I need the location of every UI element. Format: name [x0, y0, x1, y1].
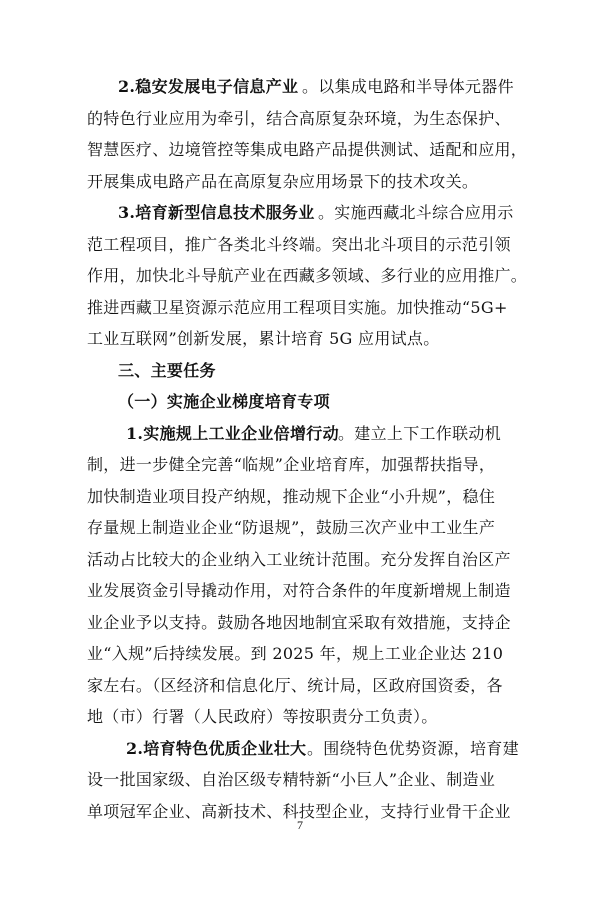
paragraph-4-text: 单项冠军企业、高新技术、科技型企业，支持行业骨干企业 [87, 801, 511, 821]
paragraph-1-line-3 [0, 133, 600, 167]
paragraph-2-text: 范工程项目，推广各类北斗终端。突出北斗项目的示范引领 [87, 234, 511, 254]
paragraph-3-line-4 [0, 511, 600, 545]
paragraph-1-line-2 [0, 102, 600, 136]
paragraph-1-line-4 [0, 165, 600, 199]
paragraph-3-line-3 [0, 480, 600, 514]
paragraph-1-text: 。以集成电路和半导体元器件 [302, 77, 514, 96]
paragraph-2-line-4 [0, 291, 600, 325]
section-heading [0, 354, 600, 388]
paragraph-2-text: 工业互联网”创新发展，累计培育 5G 应用试点。 [87, 329, 440, 348]
paragraph-1-text: 开展集成电路产品在高原复杂应用场景下的技术攻关。 [87, 171, 479, 191]
paragraph-3-text: 业“入规”后持续发展。到 2025 年，规上工业企业达 210 [87, 644, 504, 663]
paragraph-1-line-1 [0, 70, 600, 104]
paragraph-2-text: 。实施西藏北斗综合应用示 [318, 203, 514, 222]
paragraph-3-line-2 [0, 448, 600, 482]
paragraph-2-line-5 [0, 322, 600, 356]
paragraph-3-line-10 [0, 700, 600, 734]
section-heading-text: 三、主要任务 [118, 360, 216, 380]
paragraph-2-line-3 [0, 259, 600, 293]
paragraph-3-line-5 [0, 543, 600, 577]
paragraph-1-text: 的特色行业应用为牵引，结合高原复杂环境，为生态保护、 [87, 108, 511, 128]
paragraph-3-heading: 1.实施规上工业企业倍增行动 [126, 423, 339, 443]
paragraph-1-text: 智慧医疗、边境管控等集成电路产品提供测试、适配和应用， [87, 140, 528, 159]
paragraph-4-heading: 2.培育特色优质企业壮大 [126, 738, 307, 758]
paragraph-3-line-9 [0, 669, 600, 703]
paragraph-3-text: 加快制造业项目投产纳规，推动规下企业“小升规”，稳住 [87, 486, 496, 506]
paragraph-3-text: 家左右。（区经济和信息化厅、统计局，区政府国资委，各 [87, 675, 503, 695]
paragraph-1-heading: 2.稳安发展电子信息产业 [118, 77, 299, 96]
paragraph-3-text: 。建立上下工作联动机 [338, 423, 502, 443]
paragraph-3-line-7 [0, 606, 600, 640]
page-number: 7 [297, 818, 303, 832]
paragraph-3-text: 活动占比较大的企业纳入工业统计范围。充分发挥自治区产 [87, 549, 511, 569]
paragraph-2-heading: 3.培育新型信息技术服务业 [118, 203, 315, 222]
paragraph-2-line-1 [0, 196, 600, 230]
paragraph-3-line-1 [0, 417, 600, 451]
paragraph-3-line-8 [0, 637, 600, 671]
paragraph-2-text: 作用，加快北斗导航产业在西藏多领域、多行业的应用推广。 [87, 266, 528, 285]
paragraph-3-text: 地（市）行署（人民政府）等按职责分工负责）。 [87, 707, 438, 726]
paragraph-3-text: 制，进一步健全完善“临规”企业培育库，加强帮扶指导， [87, 455, 496, 474]
paragraph-2-text: 推进西藏卫星资源示范应用工程项目实施。加快推动“5G+ [87, 297, 508, 317]
paragraph-4-text: 。围绕特色优势资源，培育建 [307, 738, 519, 758]
subsection-heading-text: （一）实施企业梯度培育专项 [118, 392, 330, 411]
paragraph-2-line-2 [0, 228, 600, 262]
paragraph-3-text: 业发展资金引导撬动作用，对符合条件的年度新增规上制造 [87, 581, 511, 600]
paragraph-3-line-6 [0, 574, 600, 608]
paragraph-3-text: 业企业予以支持。鼓励各地因地制宜采取有效措施，支持企 [87, 612, 511, 632]
paragraph-3-text: 存量规上制造业企业“防退规”，鼓励三次产业中工业生产 [87, 518, 496, 537]
subsection-heading [0, 385, 600, 419]
paragraph-4-text: 设一批国家级、自治区级专精特新“小巨人”企业、制造业 [87, 770, 496, 789]
